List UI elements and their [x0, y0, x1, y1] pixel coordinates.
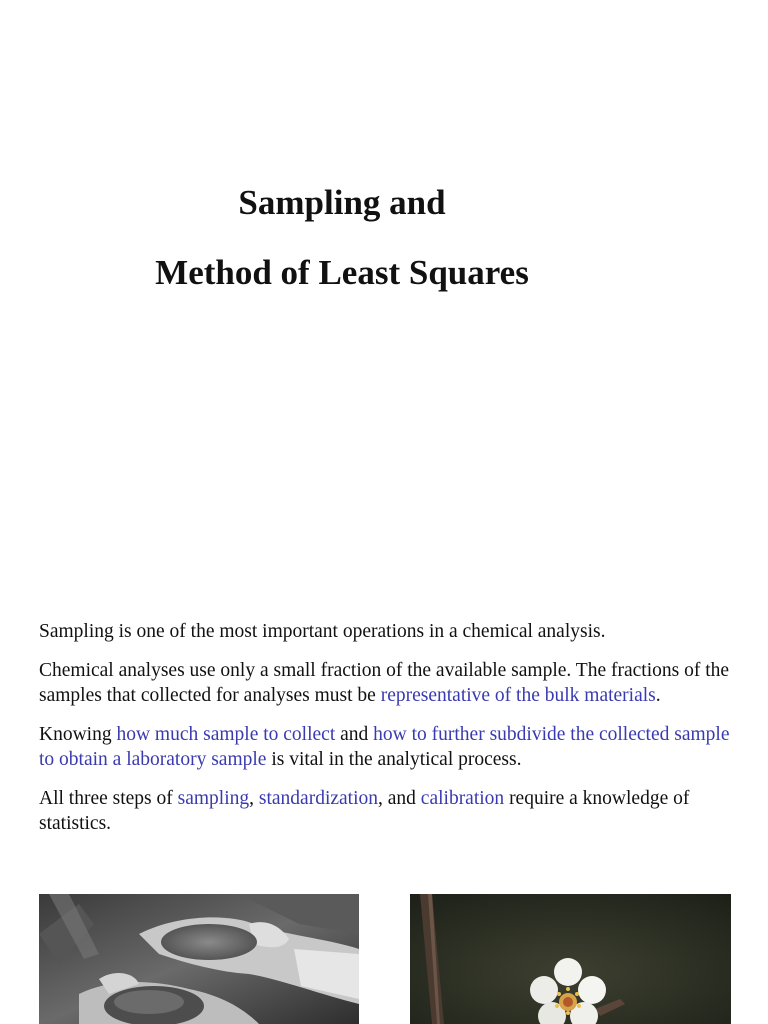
p1-text: Sampling is one of the most important operations in a chemical analysis. [39, 621, 606, 642]
paragraph-sampling-importance [39, 619, 739, 644]
soil-hands-illustration [39, 894, 359, 1024]
p4-text-d: require a knowledge of statistics. [39, 788, 690, 834]
p2-text-b: . [655, 685, 661, 706]
p4-highlight-calibration: calibration [420, 788, 505, 809]
p3-highlight-1: how much sample to collect [116, 724, 336, 745]
p3-text-a: Knowing [39, 724, 117, 745]
paragraph-fraction [39, 658, 739, 708]
body-text [39, 619, 739, 850]
p3-highlight-2: how to further subdivide the collected sample to obtain a laboratory sample [39, 724, 730, 770]
p4-text-c: , and [378, 788, 421, 809]
paragraph-knowing [39, 722, 739, 772]
p3-text-c: is vital in the analytical process. [266, 749, 522, 770]
p4-highlight-standardization: standardization [258, 788, 379, 809]
paragraph-three-steps [39, 786, 739, 836]
p2-text-a: Chemical analyses use only a small fraction of the available sample. The fractions of the samples that collected for analyses must be [39, 660, 730, 706]
soil-hands-photo [39, 894, 359, 1024]
title-line-1: Sampling and [238, 183, 446, 222]
p2-highlight: representative of the bulk materials [380, 685, 656, 706]
p4-highlight-sampling: sampling [177, 788, 250, 809]
flower-illustration [410, 894, 731, 1024]
title-line-2: Method of Least Squares [155, 253, 529, 292]
p4-text-a: All three steps of [39, 788, 178, 809]
white-flower-photo [410, 894, 731, 1024]
p3-text-b: and [335, 724, 374, 745]
p4-text-b: , [249, 788, 259, 809]
